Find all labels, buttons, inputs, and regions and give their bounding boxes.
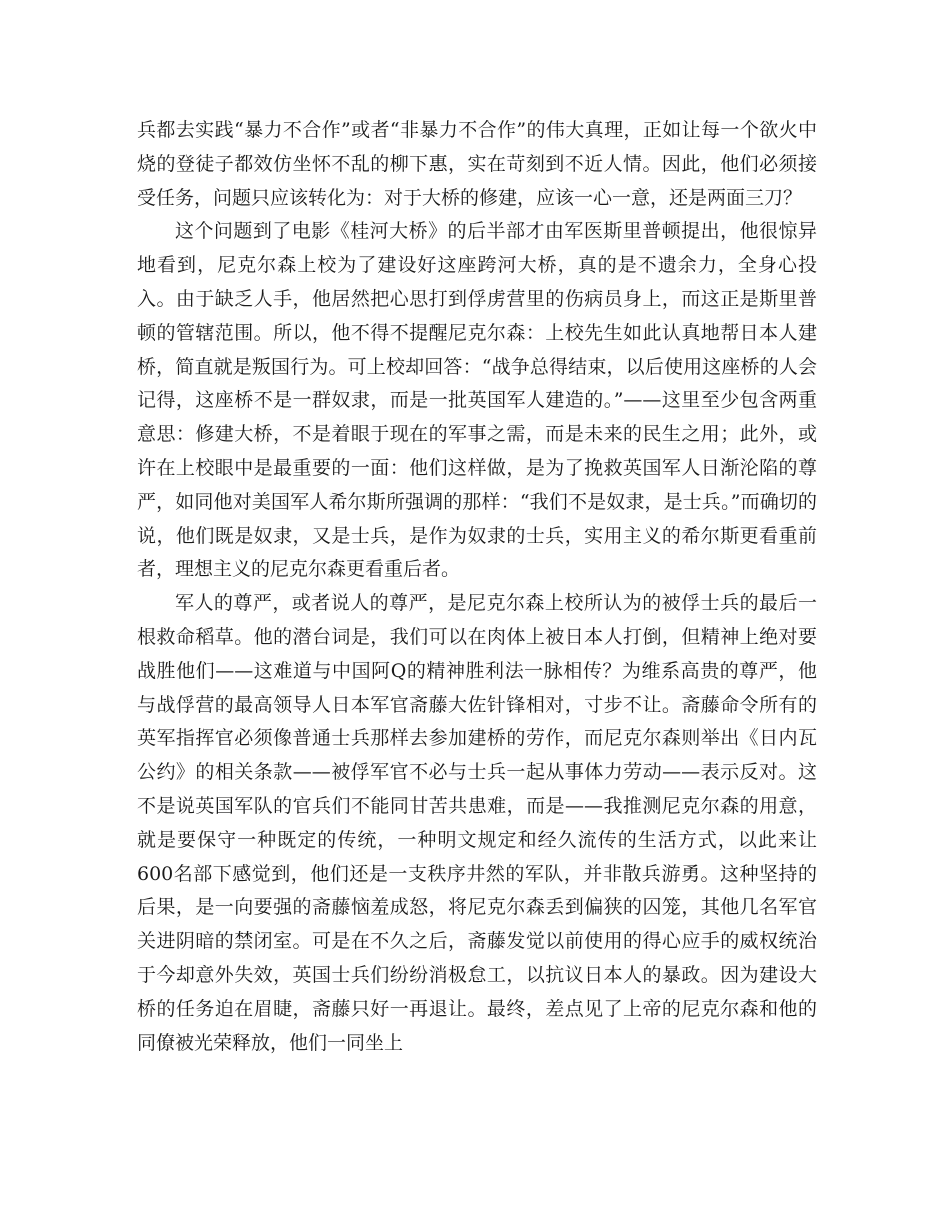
- paragraph-continuation: 兵都去实践“暴力不合作”或者“非暴力不合作”的伟大真理，正如让每一个欲火中烧的登徒子都效仿坐怀不乱的柳下惠，实在苛刻到不近人情。因此，他们必须接受任务，问题只应该转化为：对于大桥的修建，应该一心一意，还是两面三刀？: [137, 119, 817, 209]
- paragraph-2: 这个问题到了电影《桂河大桥》的后半部才由军医斯里普顿提出，他很惊异地看到，尼克尔森上校为了建设好这座跨河大桥，真的是不遗余力，全身心投入。由于缺乏人手，他居然把心思打到俘虏营里的伤病员身上，而这正是斯里普顿的管辖范围。所以，他不得不提醒尼克尔森：上校先生如此认真地帮日本人建桥，简直就是叛国行为。可上校却回答：“战争总得结束，以后使用这座桥的人会记得，这座桥不是一群奴隶，而是一批英国军人建造的。”——这里至少包含两重意思：修建大桥，不是着眼于现在的军事之需，而是未来的民生之用；此外，或许在上校眼中是最重要的一面：他们这样做，是为了挽救英国军人日渐沦陷的尊严，如同他对美国军人希尔斯所强调的那样：“我们不是奴隶，是士兵。”而确切的说，他们既是奴隶，又是士兵，是作为奴隶的士兵，实用主义的希尔斯更看重前者，理想主义的尼克尔森更看重后者。: [137, 220, 817, 581]
- document-body: [137, 114, 817, 1060]
- paragraph-3: 军人的尊严，或者说人的尊严，是尼克尔森上校所认为的被俘士兵的最后一根救命稻草。他的潜台词是，我们可以在肉体上被日本人打倒，但精神上绝对要战胜他们——这难道与中国阿Q的精神胜利法一脉相传？为维系高贵的尊严，他与战俘营的最高领导人日本军官斋藤大佐针锋相对，寸步不让。斋藤命令所有的英军指挥官必须像普通士兵那样去参加建桥的劳作，而尼克尔森则举出《日内瓦公约》的相关条款——被俘军官不必与士兵一起从事体力劳动——表示反对。这不是说英国军队的官兵们不能同甘苦共患难，而是——我推测尼克尔森的用意，就是要保守一种既定的传统，一种明文规定和经久流传的生活方式，以此来让600名部下感觉到，他们还是一支秩序井然的军队，并非散兵游勇。这种坚持的后果，是一向要强的斋藤恼羞成怒，将尼克尔森丢到偏狭的囚笼，其他几名军官关进阴暗的禁闭室。可是在不久之后，斋藤发觉以前使用的得心应手的威权统治于今却意外失效，英国士兵们纷纷消极怠工，以抗议日本人的暴政。因为建设大桥的任务迫在眉睫，斋藤只好一再退让。最终，差点见了上帝的尼克尔森和他的同僚被光荣释放，他们一同坐上: [137, 592, 817, 1054]
